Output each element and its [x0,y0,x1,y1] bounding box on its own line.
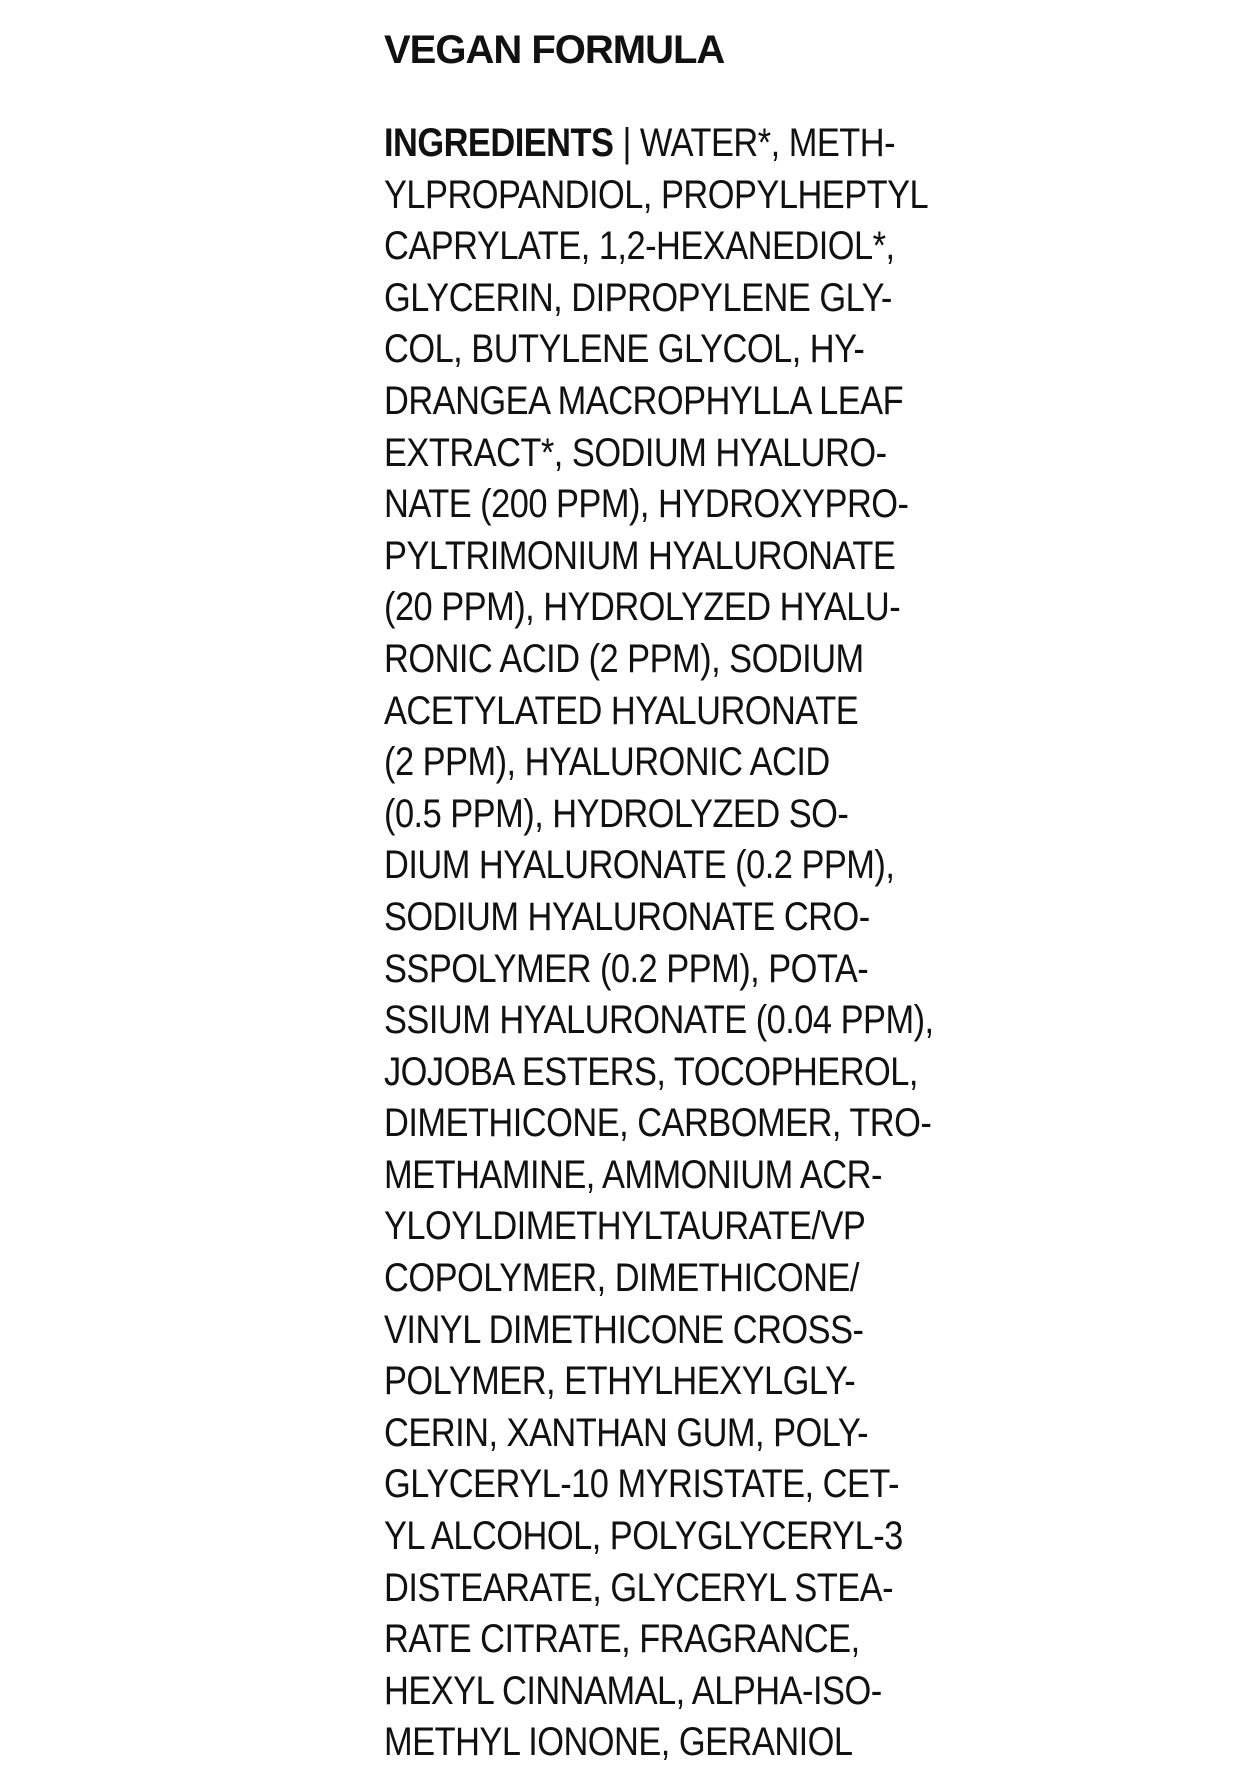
ingredient-line: (0.5 PPM), HYDROLYZED SO- [384,791,849,836]
ingredient-line: RATE CITRATE, FRAGRANCE, [384,1617,860,1662]
ingredient-line: DRANGEA MACROPHYLLA LEAF [384,378,904,423]
ingredient-line: SSPOLYMER (0.2 PPM), POTA- [384,946,869,991]
ingredient-line: DISTEARATE, GLYCERYL STEA- [384,1565,894,1610]
ingredients-separator: | [622,121,631,165]
ingredient-line: VINYL DIMETHICONE CROSS- [384,1307,864,1352]
ingredient-text: WATER*, METH- [639,121,896,165]
ingredient-line: GLYCERYL-10 MYRISTATE, CET- [384,1462,899,1507]
ingredients-heading: INGREDIENTS [384,121,614,165]
ingredient-line: GLYCERIN, DIPROPYLENE GLY- [384,275,892,320]
ingredient-line: COL, BUTYLENE GLYCOL, HY- [384,327,865,372]
ingredients-list [384,118,934,1769]
ingredient-line: EXTRACT*, SODIUM HYALURO- [384,430,887,475]
ingredient-line: YLOYLDIMETHYLTAURATE/VP [384,1204,866,1249]
ingredient-line: METHYL IONONE, GERANIOL [384,1720,853,1765]
ingredient-line: DIUM HYALURONATE (0.2 PPM), [384,843,895,888]
ingredient-line: POLYMER, ETHYLHEXYLGLY- [384,1359,856,1404]
ingredient-line: YLPROPANDIOL, PROPYLHEPTYL [384,172,929,217]
ingredient-line: SSIUM HYALURONATE (0.04 PPM), [384,998,934,1043]
ingredient-line: DIMETHICONE, CARBOMER, TRO- [384,1101,932,1146]
ingredient-line: METHAMINE, AMMONIUM ACR- [384,1152,882,1197]
ingredient-line: HEXYL CINNAMAL, ALPHA-ISO- [384,1668,882,1713]
ingredient-line: CERIN, XANTHAN GUM, POLY- [384,1410,869,1455]
ingredient-line: COPOLYMER, DIMETHICONE/ [384,1256,859,1301]
ingredient-line: RONIC ACID (2 PPM), SODIUM [384,636,864,681]
ingredient-line: YL ALCOHOL, POLYGLYCERYL-3 [384,1514,903,1559]
ingredient-line: ACETYLATED HYALURONATE [384,688,859,733]
ingredient-line: (20 PPM), HYDROLYZED HYALU- [384,585,901,630]
ingredient-line: CAPRYLATE, 1,2-HEXANEDIOL*, [384,224,895,269]
ingredient-line: PYLTRIMONIUM HYALURONATE [384,533,896,578]
formula-title: VEGAN FORMULA [384,28,725,72]
ingredients-line-1 [384,118,900,170]
ingredient-line: SODIUM HYALURONATE CRO- [384,894,870,939]
ingredient-line: (2 PPM), HYALURONIC ACID [384,740,830,785]
ingredient-label [384,24,934,1769]
ingredient-line: NATE (200 PPM), HYDROXYPRO- [384,482,909,527]
ingredient-line: JOJOBA ESTERS, TOCOPHEROL, [384,1049,918,1094]
